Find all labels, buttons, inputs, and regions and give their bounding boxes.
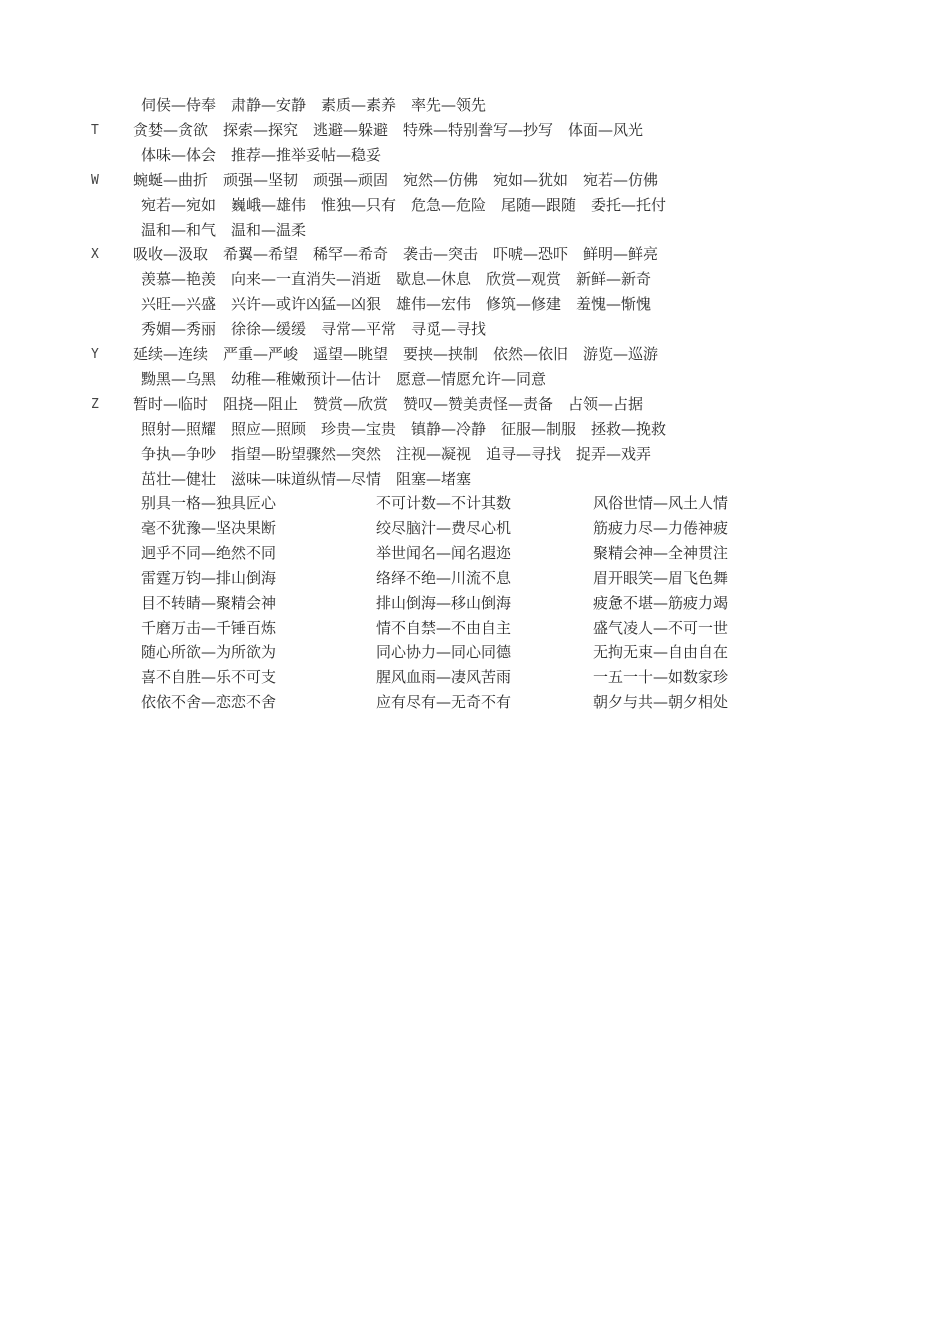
synonym-pairs: 秀媚—秀丽 徐徐—缓缓 寻常—平常 寻觅—寻找	[141, 320, 487, 339]
idiom-pair: 聚精会神—全神贯注	[593, 543, 729, 562]
synonym-line	[0, 467, 950, 492]
synonym-pairs: 茁壮—健壮 滋味—味道纵情—尽情 阻塞—堵塞	[141, 469, 472, 488]
synonym-pairs: 延续—连续 严重—严峻 遥望—眺望 要挟—挟制 依然—依旧 游览—巡游	[133, 345, 659, 363]
idiom-pair: 雷霆万钧—排山倒海	[141, 568, 277, 587]
idiom-pair: 毫不犹豫—坚决果断	[141, 518, 277, 537]
section-letter: T	[91, 122, 99, 138]
idiom-pair: 目不转睛—聚精会神	[141, 593, 277, 612]
synonym-line	[0, 218, 950, 243]
synonym-line	[0, 143, 950, 168]
idiom-pair: 疲惫不堪—筋疲力竭	[593, 593, 729, 612]
idiom-pair: 应有尽有—无奇不有	[376, 693, 512, 712]
idiom-pair: 朝夕与共—朝夕相处	[593, 693, 729, 712]
synonym-line	[0, 317, 950, 342]
synonym-pairs: 温和—和气 温和—温柔	[141, 220, 307, 239]
idiom-pair: 同心协力—同心同德	[376, 643, 512, 662]
section-letter: Y	[91, 347, 99, 362]
synonym-line	[0, 242, 950, 267]
synonym-line	[0, 93, 950, 118]
synonym-pairs: 黝黑—乌黑 幼稚—稚嫩预计—估计 愿意—情愿允许—同意	[141, 369, 547, 388]
synonym-line	[0, 118, 950, 143]
idiom-pair: 筋疲力尽—力倦神疲	[593, 518, 729, 537]
idiom-pair: 盛气凌人—不可一世	[593, 618, 729, 637]
synonym-line	[0, 168, 950, 193]
idiom-pair: 喜不自胜—乐不可支	[141, 668, 277, 687]
synonym-line	[0, 292, 950, 317]
synonym-pairs: 争执—争吵 指望—盼望骤然—突然 注视—凝视 追寻—寻找 捉弄—戏弄	[141, 444, 652, 463]
idiom-pair: 络绎不绝—川流不息	[376, 568, 512, 587]
idiom-pair: 一五一十—如数家珍	[593, 668, 729, 687]
synonym-pairs: 宛若—宛如 巍峨—雄伟 惟独—只有 危急—危险 尾随—跟随 委托—托付	[141, 195, 667, 214]
synonym-pairs: 吸收—汲取 希翼—希望 稀罕—希奇 袭击—突击 吓唬—恐吓 鲜明—鲜亮	[133, 245, 659, 264]
idiom-pair: 腥风血雨—凄风苦雨	[376, 668, 512, 687]
synonym-pairs: 伺侯—侍奉 肃静—安静 素质—素养 率先—领先	[141, 96, 487, 114]
synonym-pairs: 照射—照耀 照应—照顾 珍贵—宝贵 镇静—冷静 征服—制服 拯救—挽救	[141, 419, 667, 438]
section-letter: W	[91, 172, 99, 188]
idiom-pair: 别具一格—独具匠心	[141, 494, 277, 512]
synonym-line	[0, 342, 950, 367]
synonym-pairs: 暂时—临时 阻挠—阻止 赞赏—欣赏 赞叹—赞美责怪—责备 占领—占据	[133, 394, 644, 413]
synonym-line	[0, 367, 950, 392]
idiom-pair: 情不自禁—不由自主	[376, 618, 512, 637]
synonym-pairs: 贪婪—贪欲 探索—探究 逃避—躲避 特殊—特别誊写—抄写 体面—风光	[133, 120, 644, 139]
synonym-pairs: 羡慕—艳羡 向来—一直消失—消逝 歇息—休息 欣赏—观赏 新鲜—新奇	[141, 270, 652, 289]
synonym-pairs: 兴旺—兴盛 兴许—或许凶猛—凶狠 雄伟—宏伟 修筑—修建 羞愧—惭愧	[141, 295, 652, 314]
section-letter: Z	[91, 396, 99, 412]
synonym-line	[0, 267, 950, 292]
synonym-line	[0, 417, 950, 442]
synonym-line	[0, 392, 950, 417]
idiom-pair: 排山倒海—移山倒海	[376, 593, 512, 612]
idiom-pair: 不可计数—不计其数	[376, 494, 512, 512]
idiom-pair: 绞尽脑汁—费尽心机	[376, 518, 512, 537]
idiom-pair: 千磨万击—千锤百炼	[141, 618, 277, 637]
idiom-pair: 随心所欲—为所欲为	[141, 643, 277, 662]
idiom-pair: 依依不舍—恋恋不舍	[141, 693, 277, 712]
idiom-pair: 眉开眼笑—眉飞色舞	[593, 568, 729, 587]
synonym-line	[0, 193, 950, 218]
synonym-line	[0, 442, 950, 467]
idiom-pair: 迥乎不同—绝然不同	[141, 543, 277, 562]
idiom-pair: 无拘无束—自由自在	[593, 643, 729, 662]
idiom-pair: 举世闻名—闻名遐迩	[376, 543, 512, 562]
section-letter: X	[91, 247, 99, 263]
synonym-pairs: 蜿蜒—曲折 顽强—坚韧 顽强—顽固 宛然—仿佛 宛如—犹如 宛若—仿佛	[133, 170, 659, 189]
synonym-pairs: 体味—体会 推荐—推举妥帖—稳妥	[141, 145, 382, 164]
idiom-pair: 风俗世情—风土人情	[593, 494, 729, 512]
